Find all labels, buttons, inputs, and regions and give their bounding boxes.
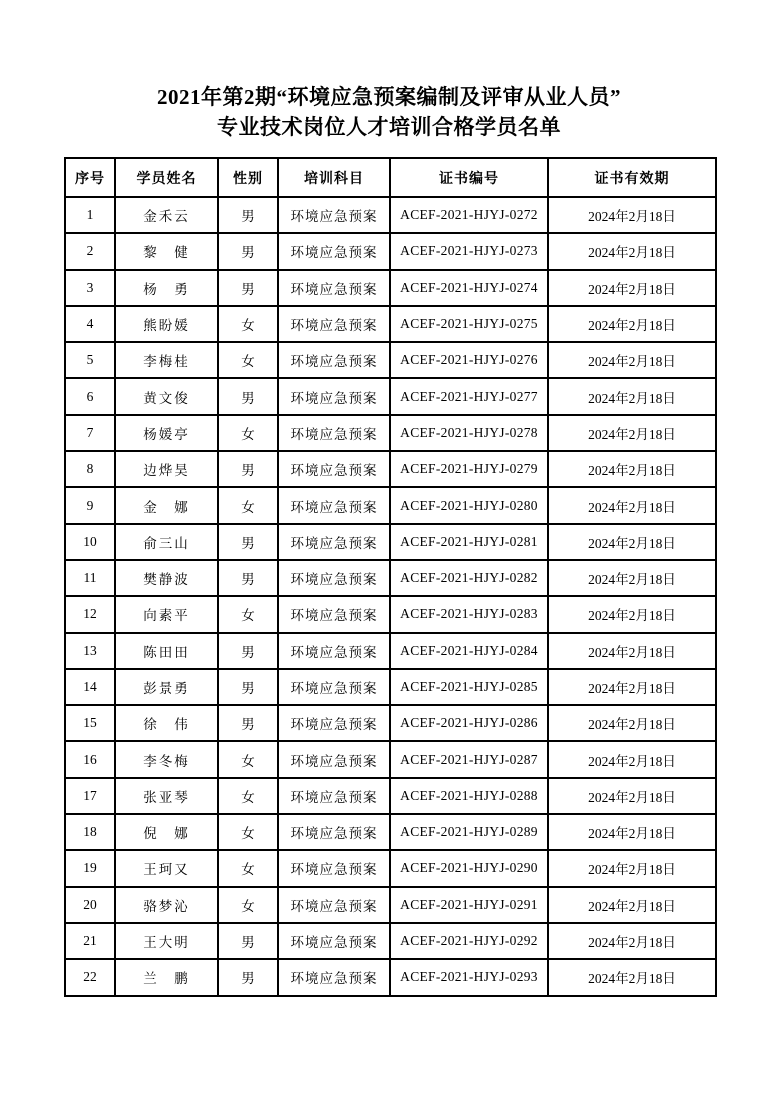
cell-valid: 2024年2月18日 (548, 378, 716, 414)
cell-cert: ACEF-2021-HJYJ-0272 (390, 197, 548, 233)
cell-name: 金 娜 (115, 487, 218, 523)
cell-gender: 男 (218, 524, 278, 560)
cell-no: 19 (65, 850, 115, 886)
cell-gender: 女 (218, 778, 278, 814)
cell-gender: 女 (218, 596, 278, 632)
cell-valid: 2024年2月18日 (548, 596, 716, 632)
cell-valid: 2024年2月18日 (548, 814, 716, 850)
cell-gender: 男 (218, 270, 278, 306)
cell-name: 骆梦沁 (115, 887, 218, 923)
cell-no: 14 (65, 669, 115, 705)
cell-valid: 2024年2月18日 (548, 233, 716, 269)
cell-name: 边烨昊 (115, 451, 218, 487)
table-row (65, 560, 716, 596)
cell-subject: 环境应急预案 (278, 342, 390, 378)
cell-name: 李冬梅 (115, 741, 218, 777)
cell-cert: ACEF-2021-HJYJ-0286 (390, 705, 548, 741)
column-header-gender: 性别 (218, 158, 278, 197)
table-row (65, 850, 716, 886)
cell-subject: 环境应急预案 (278, 887, 390, 923)
cell-subject: 环境应急预案 (278, 270, 390, 306)
cell-gender: 女 (218, 850, 278, 886)
cell-subject: 环境应急预案 (278, 487, 390, 523)
cell-subject: 环境应急预案 (278, 778, 390, 814)
cell-name: 倪 娜 (115, 814, 218, 850)
cell-gender: 男 (218, 451, 278, 487)
cell-cert: ACEF-2021-HJYJ-0288 (390, 778, 548, 814)
cell-valid: 2024年2月18日 (548, 741, 716, 777)
cell-subject: 环境应急预案 (278, 850, 390, 886)
cell-no: 12 (65, 596, 115, 632)
cell-valid: 2024年2月18日 (548, 850, 716, 886)
cell-name: 黄文俊 (115, 378, 218, 414)
cell-no: 16 (65, 741, 115, 777)
cell-subject: 环境应急预案 (278, 415, 390, 451)
cell-gender: 女 (218, 887, 278, 923)
cell-valid: 2024年2月18日 (548, 959, 716, 995)
cell-no: 13 (65, 633, 115, 669)
cell-subject: 环境应急预案 (278, 814, 390, 850)
cell-gender: 女 (218, 741, 278, 777)
cell-valid: 2024年2月18日 (548, 705, 716, 741)
cell-cert: ACEF-2021-HJYJ-0281 (390, 524, 548, 560)
cell-name: 杨媛亭 (115, 415, 218, 451)
table-row (65, 270, 716, 306)
cell-name: 金禾云 (115, 197, 218, 233)
column-header-subject: 培训科目 (278, 158, 390, 197)
cell-valid: 2024年2月18日 (548, 887, 716, 923)
cell-subject: 环境应急预案 (278, 524, 390, 560)
cell-gender: 女 (218, 487, 278, 523)
cell-no: 8 (65, 451, 115, 487)
cell-gender: 女 (218, 342, 278, 378)
cell-name: 李梅桂 (115, 342, 218, 378)
cell-gender: 男 (218, 378, 278, 414)
column-header-cert: 证书编号 (390, 158, 548, 197)
cell-cert: ACEF-2021-HJYJ-0275 (390, 306, 548, 342)
table-row (65, 487, 716, 523)
cell-name: 熊盼媛 (115, 306, 218, 342)
cell-valid: 2024年2月18日 (548, 415, 716, 451)
table-row (65, 705, 716, 741)
cell-no: 9 (65, 487, 115, 523)
cell-subject: 环境应急预案 (278, 560, 390, 596)
cell-cert: ACEF-2021-HJYJ-0274 (390, 270, 548, 306)
cell-cert: ACEF-2021-HJYJ-0283 (390, 596, 548, 632)
cell-valid: 2024年2月18日 (548, 270, 716, 306)
cell-valid: 2024年2月18日 (548, 306, 716, 342)
table-row (65, 451, 716, 487)
table-row (65, 633, 716, 669)
cell-subject: 环境应急预案 (278, 923, 390, 959)
title-line-1: 2021年第2期“环境应急预案编制及评审从业人员” (157, 85, 621, 109)
cell-no: 21 (65, 923, 115, 959)
cell-valid: 2024年2月18日 (548, 197, 716, 233)
cell-no: 6 (65, 378, 115, 414)
cell-subject: 环境应急预案 (278, 233, 390, 269)
column-header-name: 学员姓名 (115, 158, 218, 197)
cell-valid: 2024年2月18日 (548, 342, 716, 378)
table-row (65, 342, 716, 378)
table-row (65, 778, 716, 814)
cell-cert: ACEF-2021-HJYJ-0290 (390, 850, 548, 886)
cell-name: 彭景勇 (115, 669, 218, 705)
cell-cert: ACEF-2021-HJYJ-0293 (390, 959, 548, 995)
table-row (65, 524, 716, 560)
cell-no: 3 (65, 270, 115, 306)
cell-subject: 环境应急预案 (278, 741, 390, 777)
cell-valid: 2024年2月18日 (548, 923, 716, 959)
cell-gender: 男 (218, 633, 278, 669)
cell-no: 17 (65, 778, 115, 814)
cell-cert: ACEF-2021-HJYJ-0285 (390, 669, 548, 705)
cell-cert: ACEF-2021-HJYJ-0282 (390, 560, 548, 596)
cell-cert: ACEF-2021-HJYJ-0291 (390, 887, 548, 923)
cell-gender: 女 (218, 814, 278, 850)
cell-gender: 男 (218, 197, 278, 233)
table-row (65, 596, 716, 632)
cell-subject: 环境应急预案 (278, 378, 390, 414)
table-row (65, 814, 716, 850)
cell-gender: 男 (218, 669, 278, 705)
cell-no: 4 (65, 306, 115, 342)
cell-cert: ACEF-2021-HJYJ-0280 (390, 487, 548, 523)
cell-cert: ACEF-2021-HJYJ-0278 (390, 415, 548, 451)
column-header-no: 序号 (65, 158, 115, 197)
cell-cert: ACEF-2021-HJYJ-0273 (390, 233, 548, 269)
cell-no: 10 (65, 524, 115, 560)
cell-name: 王大明 (115, 923, 218, 959)
table-row (65, 415, 716, 451)
cell-valid: 2024年2月18日 (548, 524, 716, 560)
cell-gender: 男 (218, 923, 278, 959)
cell-name: 向素平 (115, 596, 218, 632)
cell-name: 张亚琴 (115, 778, 218, 814)
table-row (65, 306, 716, 342)
cell-name: 王珂又 (115, 850, 218, 886)
cell-valid: 2024年2月18日 (548, 633, 716, 669)
cell-valid: 2024年2月18日 (548, 778, 716, 814)
cell-gender: 男 (218, 560, 278, 596)
cell-valid: 2024年2月18日 (548, 451, 716, 487)
cell-cert: ACEF-2021-HJYJ-0279 (390, 451, 548, 487)
table-row (65, 923, 716, 959)
column-header-valid: 证书有效期 (548, 158, 716, 197)
cell-name: 兰 鹏 (115, 959, 218, 995)
cell-no: 7 (65, 415, 115, 451)
cell-no: 15 (65, 705, 115, 741)
cell-name: 杨 勇 (115, 270, 218, 306)
cell-name: 俞三山 (115, 524, 218, 560)
cell-name: 徐 伟 (115, 705, 218, 741)
cell-no: 1 (65, 197, 115, 233)
cell-cert: ACEF-2021-HJYJ-0289 (390, 814, 548, 850)
cell-cert: ACEF-2021-HJYJ-0287 (390, 741, 548, 777)
cell-valid: 2024年2月18日 (548, 560, 716, 596)
document-title (0, 0, 778, 142)
table-row (65, 378, 716, 414)
cell-gender: 女 (218, 306, 278, 342)
title-line-2: 专业技术岗位人才培训合格学员名单 (217, 115, 561, 139)
cell-gender: 男 (218, 233, 278, 269)
cell-gender: 男 (218, 705, 278, 741)
table-row (65, 887, 716, 923)
table-row (65, 669, 716, 705)
graduates-table (64, 157, 717, 997)
cell-subject: 环境应急预案 (278, 451, 390, 487)
cell-valid: 2024年2月18日 (548, 669, 716, 705)
cell-cert: ACEF-2021-HJYJ-0284 (390, 633, 548, 669)
cell-name: 樊静波 (115, 560, 218, 596)
cell-subject: 环境应急预案 (278, 705, 390, 741)
cell-no: 22 (65, 959, 115, 995)
cell-cert: ACEF-2021-HJYJ-0276 (390, 342, 548, 378)
header-row (65, 158, 716, 197)
cell-cert: ACEF-2021-HJYJ-0292 (390, 923, 548, 959)
cell-no: 5 (65, 342, 115, 378)
table-row (65, 959, 716, 995)
table-body (65, 197, 716, 996)
cell-subject: 环境应急预案 (278, 306, 390, 342)
cell-no: 11 (65, 560, 115, 596)
cell-subject: 环境应急预案 (278, 197, 390, 233)
cell-subject: 环境应急预案 (278, 669, 390, 705)
cell-no: 20 (65, 887, 115, 923)
cell-gender: 女 (218, 415, 278, 451)
cell-name: 陈田田 (115, 633, 218, 669)
table-row (65, 233, 716, 269)
cell-subject: 环境应急预案 (278, 596, 390, 632)
cell-cert: ACEF-2021-HJYJ-0277 (390, 378, 548, 414)
cell-no: 18 (65, 814, 115, 850)
table-row (65, 197, 716, 233)
table-row (65, 741, 716, 777)
cell-valid: 2024年2月18日 (548, 487, 716, 523)
cell-subject: 环境应急预案 (278, 959, 390, 995)
table-header (65, 158, 716, 197)
cell-no: 2 (65, 233, 115, 269)
cell-subject: 环境应急预案 (278, 633, 390, 669)
cell-name: 黎 健 (115, 233, 218, 269)
cell-gender: 男 (218, 959, 278, 995)
